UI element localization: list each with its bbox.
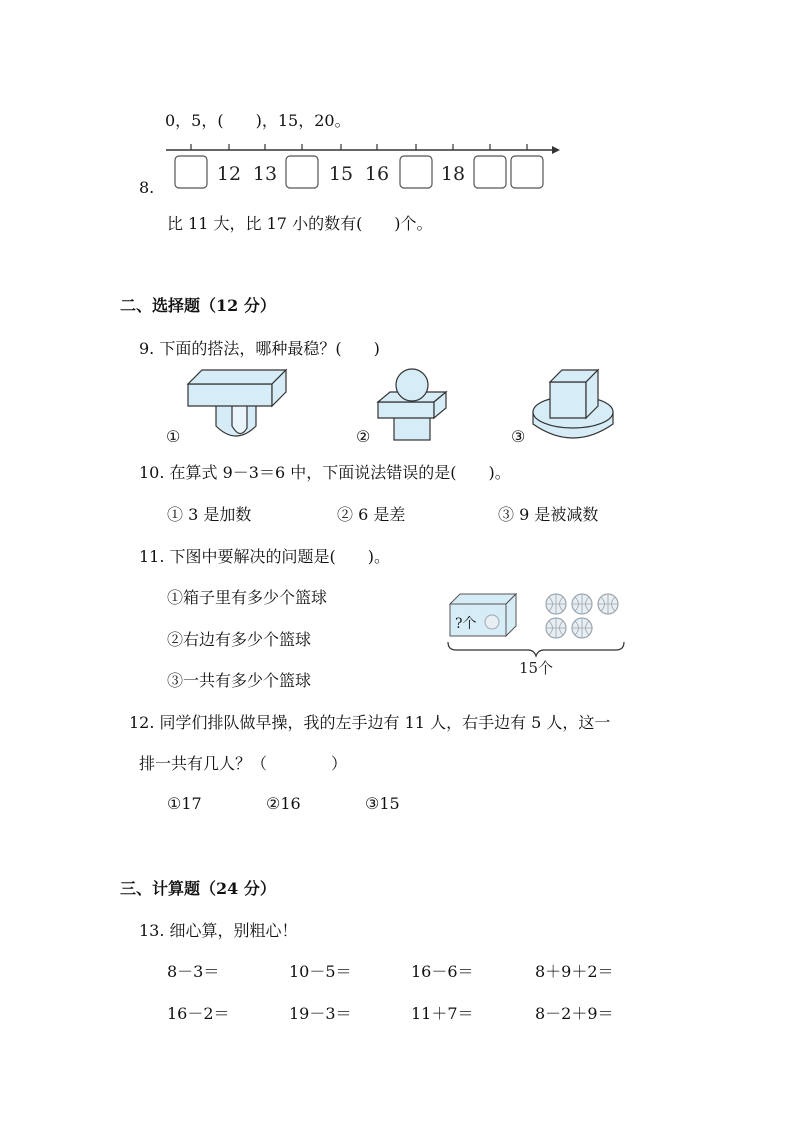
q12-option-2[interactable]: ②16 <box>266 794 301 813</box>
numberline-label: 15 <box>328 163 354 185</box>
q12-line2: 排一共有几人？（ ） <box>139 754 348 773</box>
basketball-icon <box>485 615 499 629</box>
q8-sequence: 0，5，( )，15，20。 <box>165 111 351 130</box>
q12-line1: 12. 同学们排队做早操，我的左手边有 11 人，右手边有 5 人，这一 <box>129 713 611 732</box>
q8-number: 8. <box>139 178 155 197</box>
q11-option-2[interactable]: ②右边有多少个篮球 <box>167 630 312 649</box>
calc-item[interactable]: 11＋7＝ <box>411 1004 474 1023</box>
numberline-label: 12 <box>216 163 242 185</box>
calc-item[interactable]: 8＋9＋2＝ <box>535 962 614 981</box>
q10-text: 10. 在算式 9－3＝6 中，下面说法错误的是( )。 <box>139 463 511 482</box>
q9-option-3[interactable]: ③ <box>511 427 526 446</box>
q12-option-3[interactable]: ③15 <box>365 794 400 813</box>
q11-option-1[interactable]: ①箱子里有多少个篮球 <box>167 588 328 607</box>
calc-item[interactable]: 10－5＝ <box>289 962 352 981</box>
calc-item[interactable]: 16－6＝ <box>411 962 474 981</box>
brace-label: 15个 <box>518 659 554 677</box>
section3-title: 三、计算题（24 分） <box>120 879 276 898</box>
q9-text: 9. 下面的搭法，哪种最稳？( ) <box>139 339 380 358</box>
section2-title: 二、选择题（12 分） <box>120 296 276 315</box>
q10-option-3[interactable]: ③ 9 是被减数 <box>498 505 599 524</box>
brace <box>448 642 624 656</box>
calc-item[interactable]: 8－2＋9＝ <box>535 1004 614 1023</box>
q9-option-1[interactable]: ① <box>166 427 181 446</box>
numberline-label: 18 <box>440 163 466 185</box>
q12-option-1[interactable]: ①17 <box>167 794 202 813</box>
calc-item[interactable]: 19－3＝ <box>289 1004 352 1023</box>
calc-item[interactable]: 8－3＝ <box>167 962 220 981</box>
q10-option-2[interactable]: ② 6 是差 <box>337 505 406 524</box>
q13-text: 13. 细心算，别粗心！ <box>139 921 298 940</box>
q11-text: 11. 下图中要解决的问题是( )。 <box>139 547 391 566</box>
q11-option-3[interactable]: ③一共有多少个篮球 <box>167 671 312 690</box>
q10-option-1[interactable]: ① 3 是加数 <box>167 505 252 524</box>
q9-option-2[interactable]: ② <box>356 427 371 446</box>
numberline-label: 13 <box>252 163 278 185</box>
q8-question2: 比 11 大，比 17 小的数有( )个。 <box>167 214 433 233</box>
numberline-label: 16 <box>364 163 390 185</box>
box-label: ?个 <box>455 616 477 632</box>
calc-item[interactable]: 16－2＝ <box>167 1004 230 1023</box>
